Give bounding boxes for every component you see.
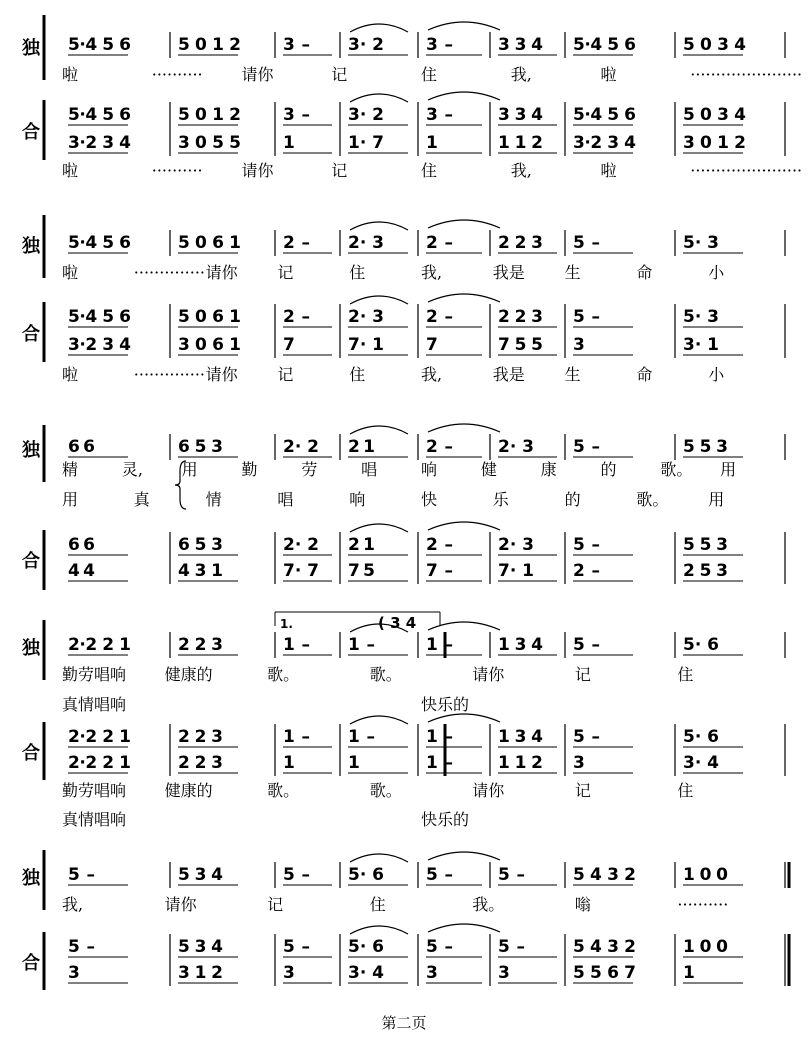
choir-lower-notes: 1 — [348, 753, 360, 773]
choir-upper-notes: 5 0 1 2 — [178, 105, 241, 125]
choir-upper-notes: 5·4 5 6 — [68, 307, 131, 327]
solo-lyric-verse2: 用 — [62, 490, 79, 509]
choir-lyric: 小 — [708, 365, 725, 384]
choir-lower-notes: 3 0 6 1 — [178, 335, 241, 355]
solo-measure-notes: 5·4 5 6 — [68, 233, 131, 253]
choir-upper-notes: 3 – — [426, 105, 453, 125]
solo-lyric-verse2: 快乐的 — [421, 695, 470, 714]
choir-lyric: ······················ — [690, 161, 803, 180]
choir-lower-notes: 3· 4 — [348, 963, 384, 983]
choir-lower-notes: 7 — [283, 335, 295, 355]
solo-measure-notes: 1 3 4 — [498, 635, 543, 655]
tie-slur — [350, 854, 408, 862]
solo-lyric-verse1: 勤劳唱响 — [62, 665, 127, 684]
solo-measure-notes: 5· 6 — [348, 865, 384, 885]
choir-lyric: 啦 — [600, 161, 617, 180]
solo-lyric: 住 — [421, 65, 438, 84]
solo-measure-notes: 3 – — [283, 35, 310, 55]
choir-lyric: 啦 — [62, 161, 79, 180]
tie-slur — [428, 92, 500, 100]
tie-slur — [428, 924, 500, 932]
solo-measure-notes: 2· 3 — [348, 233, 384, 253]
solo-measure-notes: 5 0 6 1 — [178, 233, 241, 253]
choir-upper-notes: 2· 2 — [283, 535, 319, 555]
solo-measure-notes: 2 – — [426, 437, 453, 457]
choir-lower-notes: 3 — [498, 963, 510, 983]
choir-lower-notes: 7· 1 — [348, 335, 384, 355]
solo-lyric-verse1: 歌。 — [267, 665, 300, 684]
part-label-choir: 合 — [22, 324, 40, 345]
choir-lower-notes: 4 4 — [68, 561, 95, 581]
choir-lyric: 记 — [277, 365, 294, 384]
solo-measure-notes: 5 – — [573, 233, 600, 253]
solo-measure-notes: 5 – — [573, 635, 600, 655]
solo-lyric-verse1: 住 — [677, 665, 694, 684]
solo-measure-notes: 5·4 5 6 — [573, 35, 636, 55]
solo-lyric-verse1: 歌。 — [369, 665, 402, 684]
solo-measure-notes: 1 0 0 — [683, 865, 728, 885]
choir-lyric-verse1: 歌。 — [267, 781, 300, 800]
solo-measure-notes: 2· 3 — [498, 437, 534, 457]
tie-slur — [350, 94, 408, 102]
solo-lyric: ·········· — [151, 65, 203, 84]
solo-lyric-verse2: 情 — [205, 490, 222, 509]
solo-lyric-verse2: 响 — [349, 490, 366, 509]
part-label-choir: 合 — [22, 953, 40, 974]
choir-upper-notes: 1 0 0 — [683, 937, 728, 957]
solo-measure-notes: 5 – — [498, 865, 525, 885]
choir-lyric: 记 — [331, 161, 348, 180]
choir-upper-notes: 2 1 — [348, 535, 375, 555]
solo-lyric-verse2: 的 — [564, 490, 581, 509]
tie-slur — [350, 24, 408, 32]
solo-measure-notes: 5 – — [68, 865, 95, 885]
tie-slur — [428, 220, 500, 228]
choir-lower-notes: 1 – — [426, 753, 453, 773]
choir-lower-notes: 3· 1 — [683, 335, 719, 355]
choir-upper-notes: 3 – — [283, 105, 310, 125]
choir-lower-notes: 7 – — [426, 561, 453, 581]
choir-upper-notes: 2 – — [426, 535, 453, 555]
solo-lyric-verse2: 唱 — [277, 490, 294, 509]
part-label-solo: 独 — [22, 638, 40, 659]
solo-lyric-verse2: 乐 — [492, 490, 509, 509]
choir-lower-notes: 1· 7 — [348, 133, 384, 153]
solo-measure-notes: 3· 2 — [348, 35, 384, 55]
choir-upper-notes: 5 4 3 2 — [573, 937, 636, 957]
choir-upper-notes: 5 – — [426, 937, 453, 957]
part-label-solo: 独 — [22, 440, 40, 461]
solo-measure-notes: 5· 3 — [683, 233, 719, 253]
tie-slur — [428, 522, 500, 530]
solo-lyric: 住 — [349, 263, 366, 282]
solo-lyric: 我。 — [472, 895, 505, 914]
choir-upper-notes: 5· 6 — [348, 937, 384, 957]
page-footer: 第二页 — [381, 1014, 427, 1032]
choir-upper-notes: 1 – — [283, 727, 310, 747]
solo-measure-notes: 5· 6 — [683, 635, 719, 655]
tie-slur — [350, 524, 408, 532]
choir-upper-notes: 6 5 3 — [178, 535, 223, 555]
choir-upper-notes: 5·4 5 6 — [68, 105, 131, 125]
choir-upper-notes: 2 2 3 — [178, 727, 223, 747]
choir-lyric-verse2: 真情唱响 — [62, 810, 127, 829]
solo-measure-notes: 5 – — [426, 865, 453, 885]
choir-lyric-verse1: 勤劳唱响 — [62, 781, 127, 800]
choir-upper-notes: 5· 3 — [683, 307, 719, 327]
choir-lower-notes: 7 5 — [348, 561, 375, 581]
solo-lyric: ·········· — [677, 895, 729, 914]
part-label-choir: 合 — [22, 551, 40, 572]
solo-measure-notes: 3 3 4 — [498, 35, 543, 55]
choir-lyric-verse1: 健康的 — [164, 781, 213, 800]
choir-upper-notes: 1 3 4 — [498, 727, 543, 747]
solo-lyric-verse1: 勤 — [241, 460, 258, 479]
choir-lower-notes: 2 2 3 — [178, 753, 223, 773]
choir-lower-notes: 7· 7 — [283, 561, 319, 581]
choir-lower-notes: 3 1 2 — [178, 963, 223, 983]
choir-lower-notes: 7 — [426, 335, 438, 355]
tie-slur — [350, 426, 408, 434]
choir-upper-notes: 2 2 3 — [498, 307, 543, 327]
solo-lyric-verse1: 用 — [720, 460, 737, 479]
solo-lyric-verse2: 歌。 — [636, 490, 669, 509]
choir-upper-notes: 5 – — [283, 937, 310, 957]
solo-lyric: 住 — [369, 895, 386, 914]
choir-upper-notes: 5 0 3 4 — [683, 105, 746, 125]
tie-slur — [350, 716, 408, 724]
solo-lyric: 我是 — [492, 263, 525, 282]
solo-measure-notes: 2 2 3 — [498, 233, 543, 253]
solo-measure-notes: 5 0 1 2 — [178, 35, 241, 55]
choir-lyric: 命 — [636, 365, 653, 384]
tie-slur — [350, 296, 408, 304]
choir-lyric: 啦 — [62, 365, 79, 384]
choir-upper-notes: 3· 2 — [348, 105, 384, 125]
tie-slur — [428, 22, 500, 30]
solo-measure-notes: 6 5 3 — [178, 437, 223, 457]
solo-lyric-verse1: 健 — [480, 460, 497, 479]
solo-measure-notes: 5 4 3 2 — [573, 865, 636, 885]
choir-lyric: 我, — [421, 365, 443, 384]
solo-lyric-verse1: 记 — [574, 665, 591, 684]
solo-lyric: 嗡 — [574, 895, 591, 914]
choir-lyric: 请你 — [241, 161, 274, 180]
choir-lyric-verse1: 请你 — [472, 781, 505, 800]
solo-measure-notes: 1 – — [348, 635, 375, 655]
solo-lyric-verse1: 健康的 — [164, 665, 213, 684]
tie-slur — [428, 294, 500, 302]
solo-lyric: ······················ — [690, 65, 803, 84]
choir-lower-notes: 4 3 1 — [178, 561, 223, 581]
solo-measure-notes: 2 2 3 — [178, 635, 223, 655]
choir-lower-notes: 3 — [573, 753, 585, 773]
choir-lower-notes: 3 — [68, 963, 80, 983]
choir-upper-notes: 2· 3 — [348, 307, 384, 327]
solo-lyric: 啦 — [62, 263, 79, 282]
tie-slur — [350, 222, 408, 230]
solo-measure-notes: 2 – — [283, 233, 310, 253]
choir-lower-notes: 3 0 1 2 — [683, 133, 746, 153]
choir-lower-notes: 7 5 5 — [498, 335, 543, 355]
solo-lyric-verse1: 精 — [62, 460, 79, 479]
choir-lower-notes: 3 — [573, 335, 585, 355]
choir-upper-notes: 5 – — [573, 307, 600, 327]
solo-lyric: 生 — [564, 263, 581, 282]
choir-lower-notes: 3·2 3 4 — [68, 335, 131, 355]
solo-lyric-verse2: 快 — [421, 490, 438, 509]
part-label-choir: 合 — [22, 122, 40, 143]
solo-measure-notes: 2·2 2 1 — [68, 635, 131, 655]
choir-lower-notes: 3· 4 — [683, 753, 719, 773]
solo-lyric-verse1: 用 — [181, 460, 198, 479]
choir-lyric: 请你 — [205, 365, 238, 384]
solo-lyric-verse1: 劳 — [301, 460, 318, 479]
solo-lyric: 请你 — [205, 263, 238, 282]
choir-lyric: 我是 — [492, 365, 525, 384]
choir-lower-notes: 1 — [683, 963, 695, 983]
solo-measure-notes: 2 1 — [348, 437, 375, 457]
solo-lyric: ·············· — [133, 263, 206, 282]
choir-lyric: 生 — [564, 365, 581, 384]
choir-lower-notes: 3·2 3 4 — [68, 133, 131, 153]
solo-lyric: 我, — [62, 895, 84, 914]
part-label-solo: 独 — [22, 236, 40, 257]
choir-lyric-verse1: 记 — [574, 781, 591, 800]
solo-lyric-verse1: 请你 — [472, 665, 505, 684]
choir-upper-notes: 5 3 4 — [178, 937, 223, 957]
choir-lower-notes: 1 1 2 — [498, 753, 543, 773]
choir-lyric-verse2: 快乐的 — [421, 810, 470, 829]
choir-lyric: 住 — [421, 161, 438, 180]
choir-lower-notes: 1 — [283, 133, 295, 153]
solo-lyric: 请你 — [241, 65, 274, 84]
choir-upper-notes: 2 – — [283, 307, 310, 327]
solo-lyric-verse1: 灵, — [121, 460, 143, 479]
choir-lyric: 我, — [510, 161, 532, 180]
choir-upper-notes: 5 – — [68, 937, 95, 957]
choir-upper-notes: 5· 6 — [683, 727, 719, 747]
solo-measure-notes: 5 – — [283, 865, 310, 885]
choir-upper-notes: 2 – — [426, 307, 453, 327]
choir-lyric-verse1: 住 — [677, 781, 694, 800]
solo-lyric-verse2: 真情唱响 — [62, 695, 127, 714]
solo-measure-notes: 5 0 3 4 — [683, 35, 746, 55]
choir-upper-notes: 3 3 4 — [498, 105, 543, 125]
choir-lyric: 住 — [349, 365, 366, 384]
solo-measure-notes: 2 – — [426, 233, 453, 253]
solo-measure-notes: 5 5 3 — [683, 437, 728, 457]
tie-slur — [428, 622, 500, 630]
choir-lyric: ·············· — [133, 365, 206, 384]
solo-measure-notes: 2· 2 — [283, 437, 319, 457]
choir-lyric-verse1: 歌。 — [369, 781, 402, 800]
choir-upper-notes: 5 5 3 — [683, 535, 728, 555]
solo-lyric: 我, — [510, 65, 532, 84]
choir-upper-notes: 6 6 — [68, 535, 95, 555]
choir-lower-notes: 3 0 5 5 — [178, 133, 241, 153]
solo-lyric-verse1: 歌。 — [660, 460, 693, 479]
choir-upper-notes: 5·4 5 6 — [573, 105, 636, 125]
choir-lower-notes: 1 — [426, 133, 438, 153]
choir-lower-notes: 5 5 6 7 — [573, 963, 636, 983]
solo-lyric: 啦 — [600, 65, 617, 84]
choir-upper-notes: 2· 3 — [498, 535, 534, 555]
solo-lyric-verse1: 响 — [421, 460, 438, 479]
tie-slur — [428, 852, 500, 860]
solo-lyric: 小 — [708, 263, 725, 282]
choir-lower-notes: 1 — [283, 753, 295, 773]
solo-lyric: 啦 — [62, 65, 79, 84]
choir-upper-notes: 5 0 6 1 — [178, 307, 241, 327]
tie-slur — [350, 926, 408, 934]
choir-lower-notes: 1 1 2 — [498, 133, 543, 153]
solo-measure-notes: 1 – — [426, 635, 453, 655]
solo-measure-notes: 5 3 4 — [178, 865, 223, 885]
solo-lyric-verse2: 真 — [133, 490, 150, 509]
choir-upper-notes: 1 – — [348, 727, 375, 747]
pickup-notes: ( 3 4 — [378, 614, 417, 632]
choir-upper-notes: 1 – — [426, 727, 453, 747]
choir-upper-notes: 5 – — [573, 727, 600, 747]
solo-lyric: 请你 — [164, 895, 197, 914]
volta-number: 1. — [280, 617, 293, 631]
part-label-solo: 独 — [22, 868, 40, 889]
solo-lyric: 记 — [331, 65, 348, 84]
tie-slur — [428, 424, 500, 432]
choir-upper-notes: 2·2 2 1 — [68, 727, 131, 747]
part-label-solo: 独 — [22, 38, 40, 59]
solo-lyric-verse2: 用 — [708, 490, 725, 509]
solo-measure-notes: 3 – — [426, 35, 453, 55]
solo-lyric: 我, — [421, 263, 443, 282]
choir-lower-notes: 3 — [426, 963, 438, 983]
choir-lower-notes: 3 — [283, 963, 295, 983]
choir-lower-notes: 3·2 3 4 — [573, 133, 636, 153]
choir-lower-notes: 7· 1 — [498, 561, 534, 581]
choir-lower-notes: 2 – — [573, 561, 600, 581]
solo-lyric-verse1: 的 — [600, 460, 617, 479]
solo-lyric: 命 — [636, 263, 653, 282]
solo-measure-notes: 1 – — [283, 635, 310, 655]
choir-lower-notes: 2·2 2 1 — [68, 753, 131, 773]
solo-measure-notes: 6 6 — [68, 437, 95, 457]
solo-measure-notes: 5·4 5 6 — [68, 35, 131, 55]
solo-lyric: 记 — [267, 895, 284, 914]
solo-measure-notes: 5 – — [573, 437, 600, 457]
choir-upper-notes: 5 – — [573, 535, 600, 555]
solo-lyric-verse1: 康 — [540, 460, 557, 479]
solo-lyric-verse1: 唱 — [361, 460, 378, 479]
choir-upper-notes: 5 – — [498, 937, 525, 957]
solo-lyric: 记 — [277, 263, 294, 282]
tie-slur — [428, 714, 500, 722]
choir-lyric: ·········· — [151, 161, 203, 180]
choir-lower-notes: 2 5 3 — [683, 561, 728, 581]
part-label-choir: 合 — [22, 743, 40, 764]
